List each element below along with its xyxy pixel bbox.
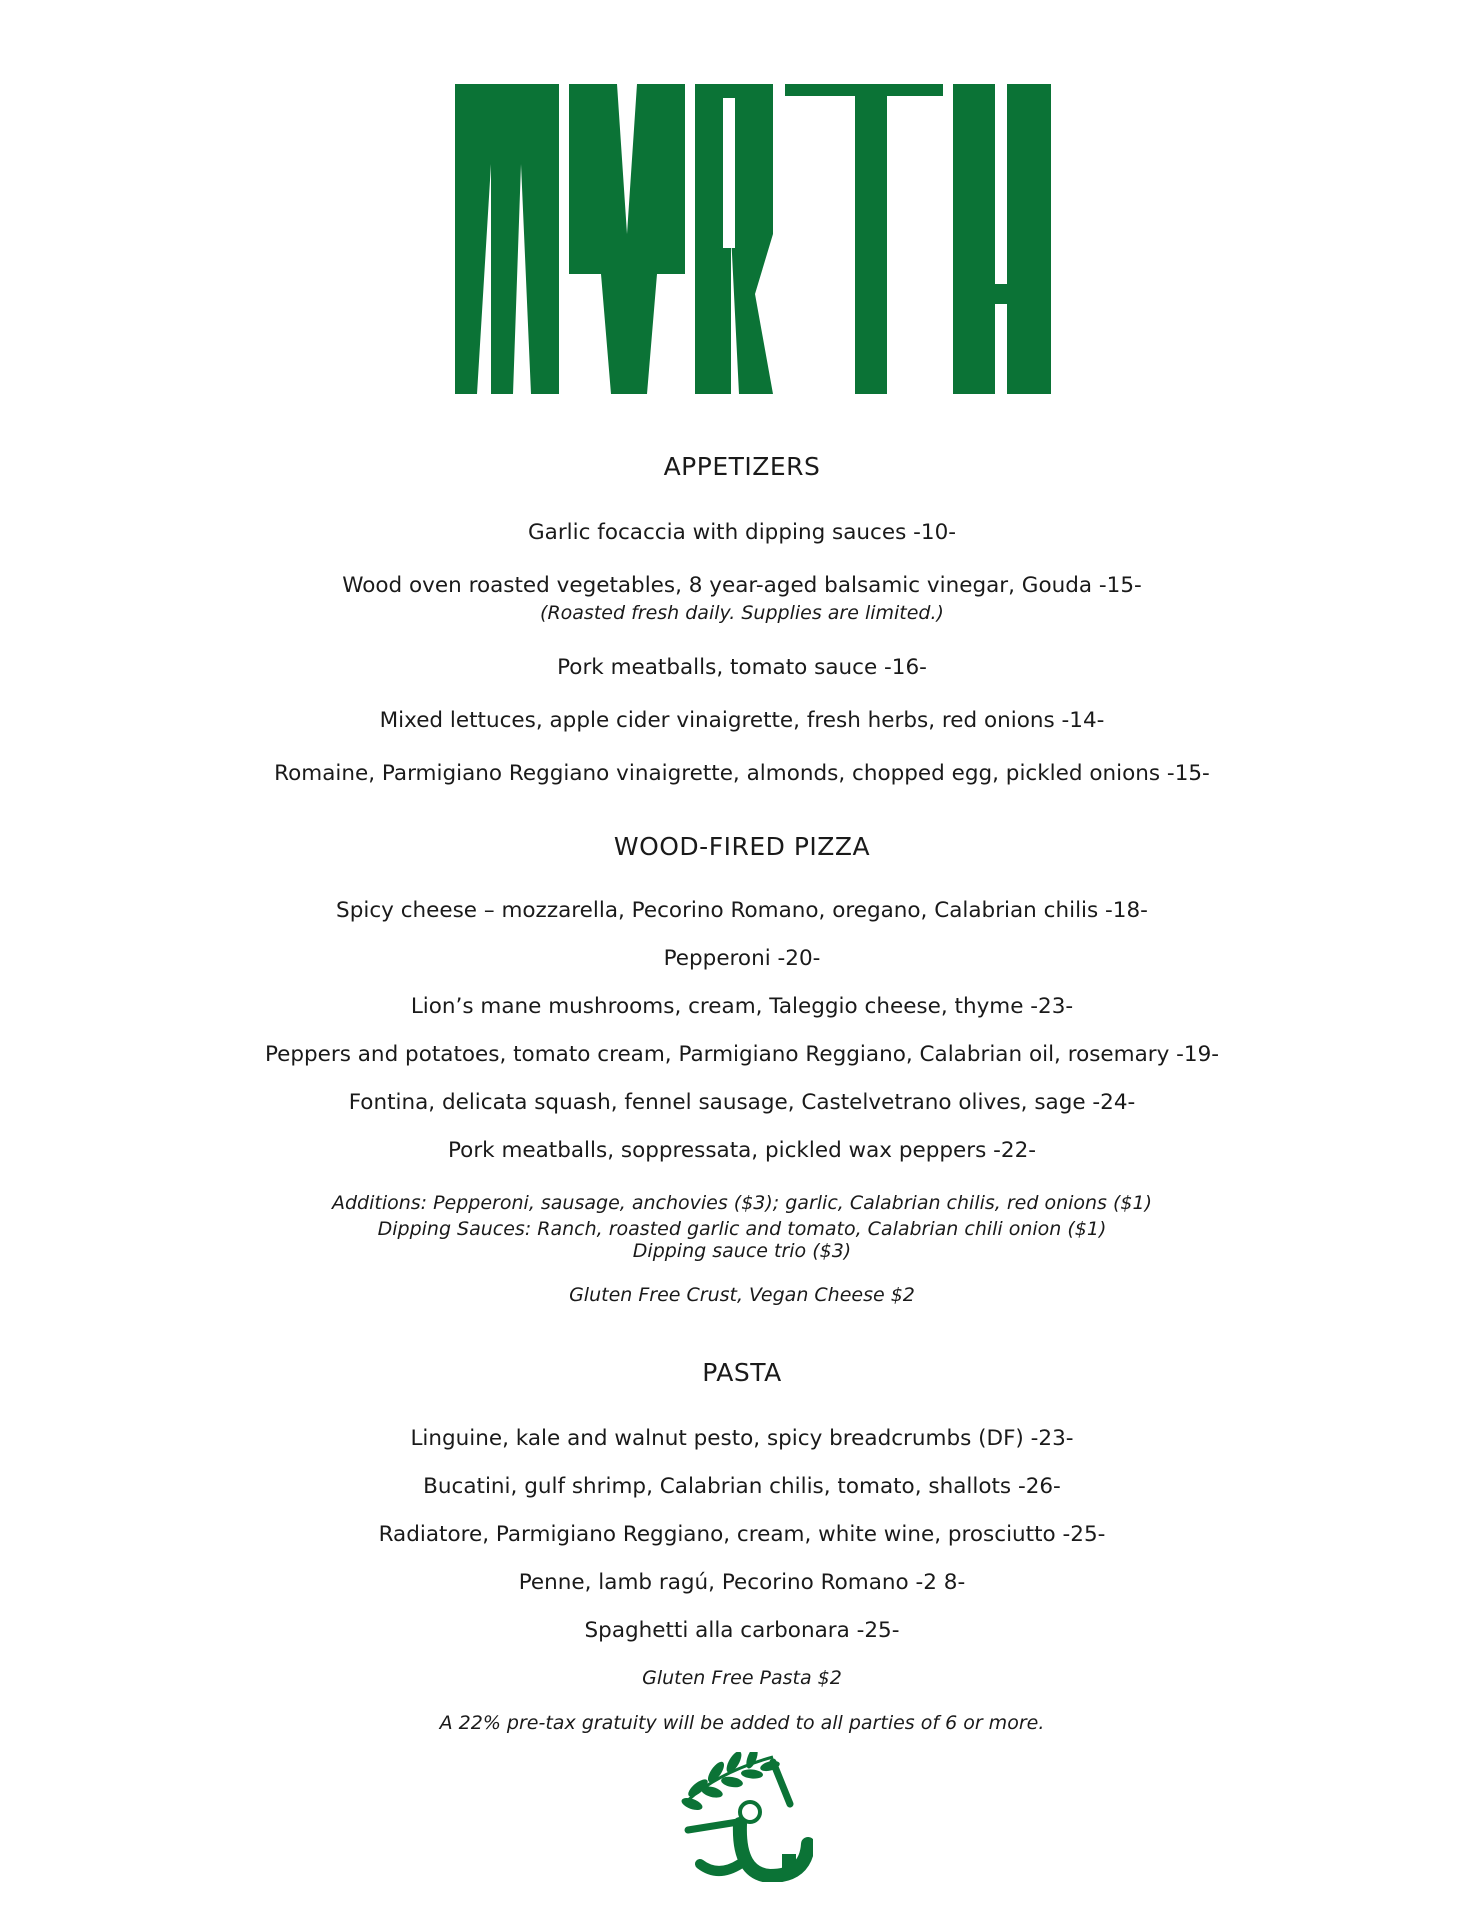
myrth-logo-icon bbox=[455, 84, 1051, 394]
menu-note: Dipping Sauces: Ranch, roasted garlic and tomato, Calabrian chili onion ($1) bbox=[377, 1218, 1107, 1240]
menu-note: Additions: Pepperoni, sausage, anchovies ($3); garlic, Calabrian chilis, red onions ($1) bbox=[331, 1192, 1153, 1214]
menu-note: Dipping sauce trio ($3) bbox=[632, 1240, 852, 1262]
menu-item: Penne, lamb ragú, Pecorino Romano -2 8- bbox=[518, 1570, 966, 1595]
pasta-heading: PASTA bbox=[702, 1358, 782, 1387]
menu-note: Gluten Free Pasta $2 bbox=[642, 1667, 842, 1689]
menu-item: Mixed lettuces, apple cider vinaigrette, fresh herbs, red onions -14- bbox=[379, 708, 1105, 733]
menu-item: Lion’s mane mushrooms, cream, Taleggio cheese, thyme -23- bbox=[410, 994, 1074, 1019]
menu-item: Garlic focaccia with dipping sauces -10- bbox=[527, 520, 957, 545]
menu-item: Pork meatballs, tomato sauce -16- bbox=[557, 655, 927, 680]
pizza-heading: WOOD-FIRED PIZZA bbox=[613, 832, 871, 861]
menu-item: Romaine, Parmigiano Reggiano vinaigrette, almonds, chopped egg, pickled onions -15- bbox=[274, 761, 1210, 786]
olive-branch-emblem-icon bbox=[678, 1752, 813, 1882]
menu-item: Peppers and potatoes, tomato cream, Parmigiano Reggiano, Calabrian oil, rosemary -19- bbox=[264, 1042, 1220, 1067]
appetizers-heading: APPETIZERS bbox=[663, 452, 821, 481]
menu-note: (Roasted fresh daily. Supplies are limited.) bbox=[540, 602, 944, 624]
menu-item: Spaghetti alla carbonara -25- bbox=[584, 1618, 900, 1643]
myrth-logo bbox=[455, 84, 1051, 394]
menu-item: Wood oven roasted vegetables, 8 year-aged balsamic vinegar, Gouda -15- bbox=[342, 573, 1142, 598]
menu-item: Fontina, delicata squash, fennel sausage, Castelvetrano olives, sage -24- bbox=[348, 1090, 1136, 1115]
gratuity-note: A 22% pre-tax gratuity will be added to all parties of 6 or more. bbox=[439, 1712, 1045, 1734]
menu-item: Linguine, kale and walnut pesto, spicy breadcrumbs (DF) -23- bbox=[410, 1426, 1074, 1451]
menu-note: Gluten Free Crust, Vegan Cheese $2 bbox=[569, 1284, 915, 1306]
menu-item: Spicy cheese – mozzarella, Pecorino Romano, oregano, Calabrian chilis -18- bbox=[336, 898, 1148, 923]
menu-item: Pork meatballs, soppressata, pickled wax peppers -22- bbox=[447, 1138, 1037, 1163]
menu-item: Radiatore, Parmigiano Reggiano, cream, white wine, prosciutto -25- bbox=[378, 1522, 1106, 1547]
menu-item: Pepperoni -20- bbox=[663, 946, 821, 971]
menu-item: Bucatini, gulf shrimp, Calabrian chilis, tomato, shallots -26- bbox=[423, 1474, 1061, 1499]
